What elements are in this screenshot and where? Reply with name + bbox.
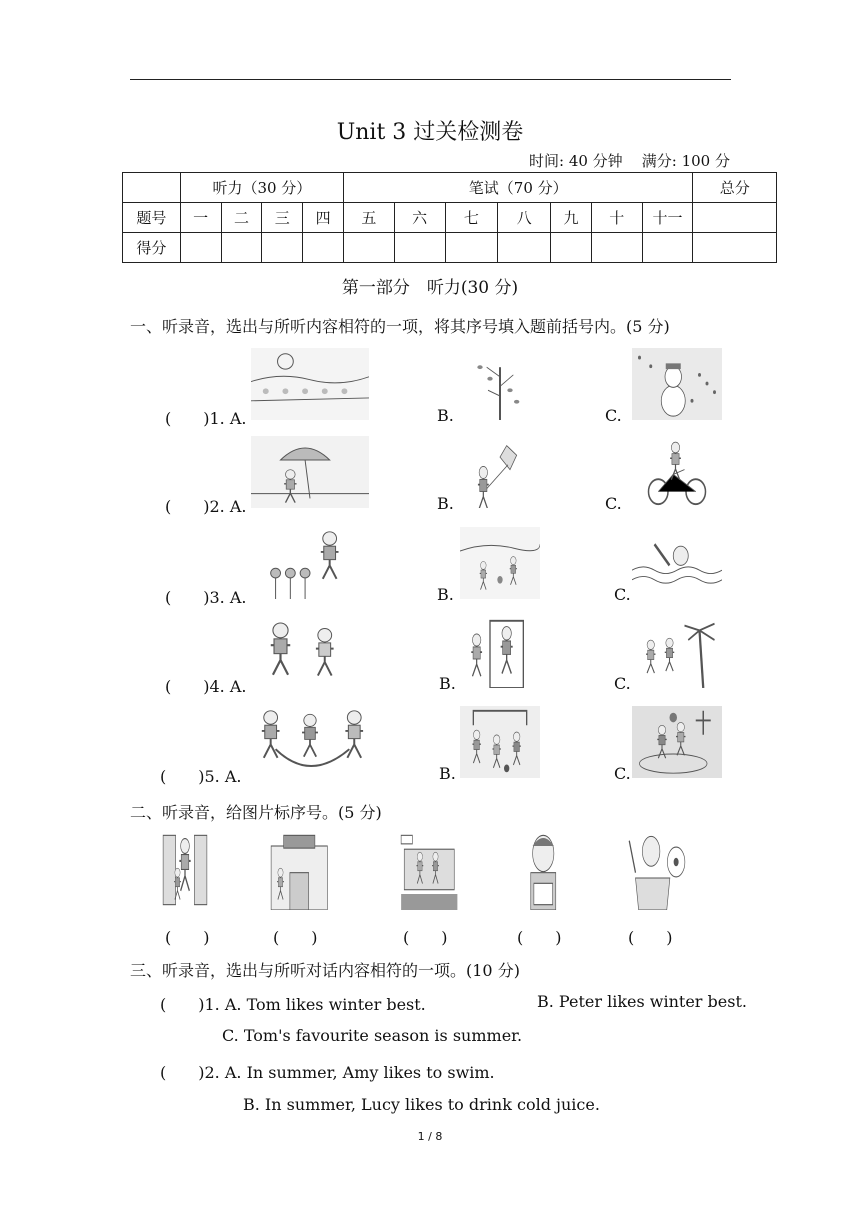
beach-playing-illustration: [460, 527, 540, 599]
q-num-cell: 十一: [642, 203, 693, 233]
option-b-label: B.: [439, 764, 456, 783]
question-number: ( )2. A.: [165, 497, 247, 516]
top-rule: [130, 79, 731, 80]
answer-blank[interactable]: ( ): [517, 928, 562, 947]
q-num-cell: 七: [445, 203, 498, 233]
option-c-label: C.: [605, 494, 622, 513]
doorway-people-illustration: [460, 616, 540, 688]
score-row: [123, 233, 777, 263]
score-cell[interactable]: [498, 233, 551, 263]
spring-landscape-illustration: [251, 348, 369, 420]
question-number-row: [123, 203, 777, 233]
option-b-label: B.: [437, 585, 454, 604]
option-b-label: B.: [437, 494, 454, 513]
answer-blank[interactable]: ( ): [403, 928, 448, 947]
score-cell[interactable]: [551, 233, 592, 263]
s3-q2-option-a: ( )2. A. In summer, Amy likes to swim.: [160, 1063, 495, 1082]
score-cell[interactable]: [642, 233, 693, 263]
option-c-label: C.: [605, 406, 622, 425]
q-num-cell: 二: [221, 203, 262, 233]
bicycle-girl-illustration: [632, 436, 722, 508]
cinema-illustration: [398, 830, 473, 910]
score-cell[interactable]: [591, 233, 642, 263]
supermarket-illustration: [160, 830, 235, 910]
score-cell[interactable]: [693, 233, 777, 263]
picnic-palm-illustration: [632, 616, 722, 688]
q-num-cell: 一: [180, 203, 221, 233]
jump-rope-illustration: [251, 706, 369, 778]
option-b-label: B.: [439, 674, 456, 693]
writing-header: 笔试（70 分）: [344, 173, 693, 203]
score-cell[interactable]: [221, 233, 262, 263]
reading-boy-illustration: [512, 830, 587, 910]
swimming-illustration: [632, 527, 722, 599]
windy-tree-illustration: [460, 348, 540, 420]
handshake-illustration: [251, 616, 369, 688]
full-score: 满分: 100 分: [641, 152, 730, 170]
listening-header: 听力（30 分）: [180, 173, 343, 203]
option-c-label: C.: [614, 764, 631, 783]
page-footer: 1 / 8: [417, 1130, 443, 1143]
score-cell[interactable]: [344, 233, 395, 263]
snowman-illustration: [632, 348, 722, 420]
q-num-cell: 六: [394, 203, 445, 233]
section2-heading: 二、听录音，给图片标序号。(5 分): [130, 803, 382, 822]
q-num-cell: 八: [498, 203, 551, 233]
score-table: [122, 172, 777, 263]
score-cell[interactable]: [394, 233, 445, 263]
total-header: 总分: [693, 173, 777, 203]
score-cell[interactable]: [303, 233, 344, 263]
section3-heading: 三、听录音，选出与所听对话内容相符的一项。(10 分): [130, 961, 520, 980]
planting-flowers-illustration: [251, 527, 369, 599]
score-corner-cell: [123, 173, 181, 203]
beach-umbrella-illustration: [251, 436, 369, 508]
option-c-label: C.: [614, 674, 631, 693]
exam-meta: [529, 150, 730, 171]
part1-title: 第一部分 听力(30 分): [341, 278, 519, 298]
question-number-label: 题号: [123, 203, 181, 233]
answer-blank[interactable]: ( ): [628, 928, 673, 947]
q-num-cell: 三: [262, 203, 303, 233]
q-num-cell: 十: [591, 203, 642, 233]
bookstore-building-illustration: [268, 830, 343, 910]
score-cell[interactable]: [445, 233, 498, 263]
score-cell[interactable]: [262, 233, 303, 263]
question-number: ( )4. A.: [165, 677, 247, 696]
basketball-illustration: [632, 706, 722, 778]
page-title: Unit 3 过关检测卷: [336, 120, 524, 145]
question-number: ( )5. A.: [160, 767, 242, 786]
score-header-row: [123, 173, 777, 203]
time-limit: 时间: 40 分钟: [529, 152, 623, 170]
score-label: 得分: [123, 233, 181, 263]
q-num-cell: 五: [344, 203, 395, 233]
answer-blank[interactable]: ( ): [165, 928, 210, 947]
s3-q1-option-c: C. Tom's favourite season is summer.: [222, 1026, 523, 1045]
s3-q1-option-b: B. Peter likes winter best.: [537, 992, 747, 1011]
q-num-cell: 四: [303, 203, 344, 233]
cooking-boy-illustration: [623, 830, 698, 910]
score-cell[interactable]: [180, 233, 221, 263]
kite-flying-illustration: [460, 436, 540, 508]
q-num-cell: [693, 203, 777, 233]
question-number: ( )3. A.: [165, 588, 247, 607]
s3-q1-option-a: ( )1. A. Tom likes winter best.: [160, 995, 426, 1014]
s3-q2-option-b: B. In summer, Lucy likes to drink cold juice.: [243, 1095, 600, 1114]
soccer-goal-illustration: [460, 706, 540, 778]
option-c-label: C.: [614, 585, 631, 604]
question-number: ( )1. A.: [165, 409, 247, 428]
option-b-label: B.: [437, 406, 454, 425]
section1-heading: 一、听录音，选出与所听内容相符的一项，将其序号填入题前括号内。(5 分): [130, 317, 670, 336]
q-num-cell: 九: [551, 203, 592, 233]
answer-blank[interactable]: ( ): [273, 928, 318, 947]
